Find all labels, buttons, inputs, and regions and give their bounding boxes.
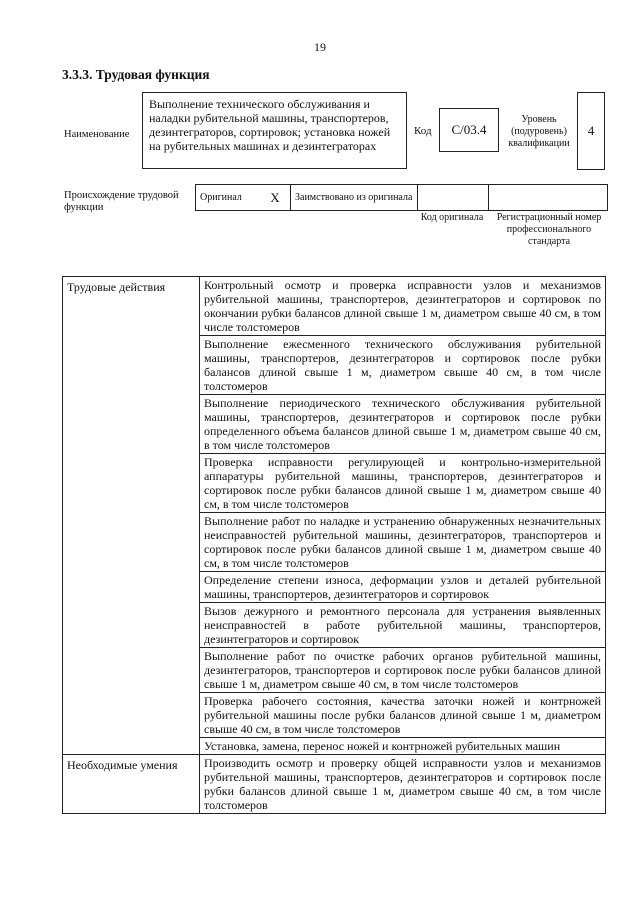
code-of-original-label: Код оригинала [420, 212, 484, 223]
reg-number-cell [489, 185, 608, 211]
code-label: Код [414, 125, 432, 137]
original-mark: X [260, 185, 291, 211]
section-title: 3.3.3. Трудовая функция [62, 67, 210, 82]
table-cell: Выполнение ежесменного технического обслуживания рубительной машины, транспортеров, дезинтеграторов и сортировок после рубки балансов длиной свыше 1 м, диаметром свыше 40 см, в том числе толстомеров [200, 336, 606, 395]
original-code-cell [418, 185, 489, 211]
table-cell: Установка, замена, перенос ножей и контрножей рубительных машин [200, 738, 606, 755]
table-cell: Проверка рабочего состояния, качества заточки ножей и контрножей рубительной машины после рубки балансов длиной свыше 1 м, диаметром свыше 40 см, в том числе толстомеров [200, 693, 606, 738]
original-label: Оригинал [196, 185, 261, 211]
table-cell: Производить осмотр и проверку общей исправности узлов и механизмов рубительной машины, транспортеров, дезинтеграторов и сортировок после рубки балансов длиной свыше 1 м, диаметром свыше 40 см, в том числе толстомеров [200, 755, 606, 814]
table-cell: Вызов дежурного и ремонтного персонала для устранения выявленных неисправностей в работе рубительной машины, транспортеров, дезинтеграторов и сортировок [200, 603, 606, 648]
origin-table [195, 184, 608, 211]
table-row [63, 277, 606, 336]
borrowed-label: Заимствовано из оригинала [291, 185, 418, 211]
table-cell: Выполнение периодического технического обслуживания рубительной машины, транспортеров, дезинтеграторов и сортировок после рубки определенного объема балансов длиной свыше 1 м, диаметром свыше 40 см, в том числе толстомеров [200, 395, 606, 454]
main-table [62, 276, 606, 814]
table-row [63, 755, 606, 814]
code-value: C/03.4 [439, 108, 499, 152]
level-value: 4 [577, 92, 605, 170]
table-cell: Определение степени износа, деформации узлов и деталей рубительной машины, транспортеров, дезинтеграторов и сортировок [200, 572, 606, 603]
origin-label: Происхождение трудовой функции [64, 190, 179, 213]
table-cell: Выполнение работ по наладке и устранению обнаруженных незначительных неисправностей рубительной машины, дезинтеграторов, транспортеров и сортировок после рубки балансов длиной свыше 1 м, диаметром свыше 40 см, в том числе толстомеров [200, 513, 606, 572]
page-number: 19 [314, 40, 326, 54]
name-label: Наименование [64, 129, 130, 140]
table-cell: Проверка исправности регулирующей и контрольно-измерительной аппаратуры рубительной машины, транспортеров, дезинтеграторов и сортировок после рубки балансов длиной свыше 1 м, диаметром свыше 40 см, в том числе толстомеров [200, 454, 606, 513]
category-cell: Необходимые умения [63, 755, 200, 814]
table-cell: Выполнение работ по очистке рабочих органов рубительной машины, дезинтеграторов, транспортеров и сортировок после рубки балансов длиной свыше 1 м, диаметром свыше 40 см, в том числе толстомеров [200, 648, 606, 693]
table-cell: Контрольный осмотр и проверка исправности узлов и механизмов рубительной машины, транспортеров, дезинтеграторов и сортировок по окончании рубки балансов длиной свыше 1 м, диаметром свыше 40 см, в том числе толстомеров [200, 277, 606, 336]
category-cell: Трудовые действия [63, 277, 200, 755]
function-name: Выполнение технического обслуживания и наладки рубительной машины, транспортеров, дезинтеграторов, сортировок; установка ножей на рубительных машинах и дезинтеграторах [142, 92, 407, 169]
level-label: Уровень (подуровень) квалификации [508, 114, 570, 149]
reg-number-label: Регистрационный номер профессионального стандарта [496, 212, 602, 247]
